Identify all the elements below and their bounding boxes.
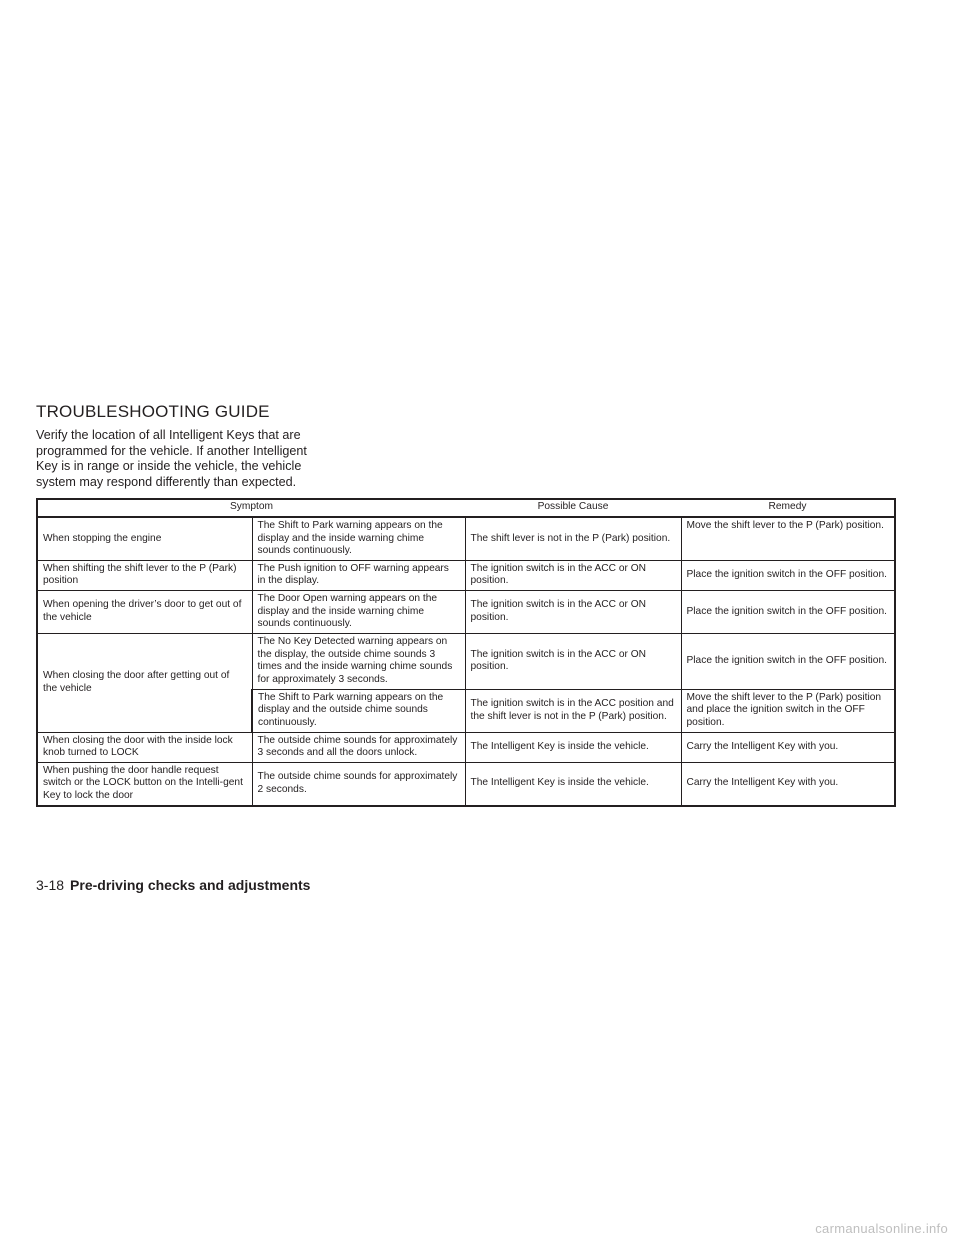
indication-cell: The outside chime sounds for approximately 3 seconds and all the doors unlock. <box>252 732 465 762</box>
symptom-cell: When opening the driver’s door to get out of the vehicle <box>37 590 252 633</box>
table-row <box>37 590 895 633</box>
table-row <box>37 517 895 560</box>
cause-cell: The ignition switch is in the ACC or ON position. <box>465 633 681 689</box>
header-possible-cause: Possible Cause <box>465 499 681 517</box>
remedy-cell: Place the ignition switch in the OFF position. <box>681 590 895 633</box>
header-remedy: Remedy <box>681 499 895 517</box>
remedy-cell: Carry the Intelligent Key with you. <box>681 732 895 762</box>
page-number: 3-18 <box>36 877 65 893</box>
indication-cell: The Door Open warning appears on the display and the inside warning chime sounds continuously. <box>252 590 465 633</box>
cause-cell: The ignition switch is in the ACC or ON position. <box>465 590 681 633</box>
cause-cell: The Intelligent Key is inside the vehicle. <box>465 762 681 805</box>
cause-cell: The shift lever is not in the P (Park) position. <box>465 517 681 560</box>
page-footer <box>36 877 310 893</box>
symptom-cell: When stopping the engine <box>37 517 252 560</box>
remedy-cell: Move the shift lever to the P (Park) position. <box>681 517 895 560</box>
symptom-cell: When closing the door with the inside lock knob turned to LOCK <box>37 732 252 762</box>
cause-cell: The ignition switch is in the ACC or ON position. <box>465 560 681 590</box>
symptom-cell: When pushing the door handle request switch or the LOCK button on the Intelli-gent Key to lock the door <box>37 762 252 805</box>
remedy-cell: Carry the Intelligent Key with you. <box>681 762 895 805</box>
watermark: carmanualsonline.info <box>815 1221 948 1236</box>
symptom-cell: When closing the door after getting out of the vehicle <box>37 633 252 732</box>
indication-cell: The Push ignition to OFF warning appears in the display. <box>252 560 465 590</box>
header-symptom: Symptom <box>37 499 465 517</box>
remedy-cell: Place the ignition switch in the OFF position. <box>681 633 895 689</box>
indication-cell: The Shift to Park warning appears on the display and the outside chime sounds continuously. <box>252 689 465 732</box>
intro-paragraph: Verify the location of all Intelligent Keys that are programmed for the vehicle. If another Intelligent Key is in range or inside the vehicle, the vehicle system may respond differently than expected. <box>36 428 307 489</box>
troubleshooting-table <box>36 498 896 807</box>
cause-cell: The ignition switch is in the ACC position and the shift lever is not in the P (Park) position. <box>465 689 681 732</box>
remedy-cell: Move the shift lever to the P (Park) position and place the ignition switch in the OFF position. <box>681 689 895 732</box>
cause-cell: The Intelligent Key is inside the vehicle. <box>465 732 681 762</box>
table-row <box>37 732 895 762</box>
table-header-row <box>37 499 895 517</box>
table-row <box>37 762 895 805</box>
indication-cell: The No Key Detected warning appears on the display, the outside chime sounds 3 times and the inside warning chime sounds for approximately 3 seconds. <box>252 633 465 689</box>
indication-cell: The outside chime sounds for approximately 2 seconds. <box>252 762 465 805</box>
remedy-cell: Place the ignition switch in the OFF position. <box>681 560 895 590</box>
table-row <box>37 560 895 590</box>
symptom-cell: When shifting the shift lever to the P (Park) position <box>37 560 252 590</box>
section-title: TROUBLESHOOTING GUIDE <box>36 402 270 421</box>
table-row <box>37 633 895 689</box>
indication-cell: The Shift to Park warning appears on the display and the inside warning chime sounds continuously. <box>252 517 465 560</box>
chapter-title: Pre-driving checks and adjustments <box>70 877 311 893</box>
